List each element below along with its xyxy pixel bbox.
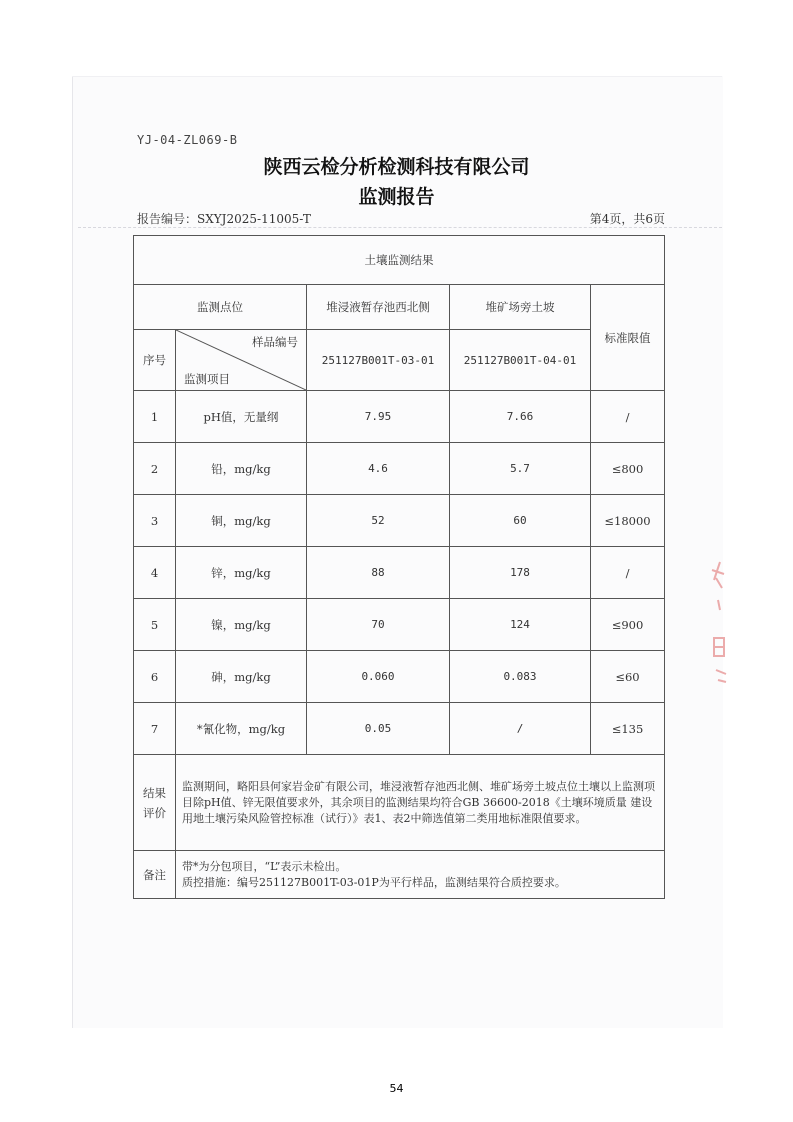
- table-row: [134, 547, 665, 599]
- row-value-site1: 0.060: [307, 651, 450, 703]
- row-value-site2: 7.66: [450, 391, 591, 443]
- row-value-site1: 4.6: [307, 443, 450, 495]
- row-item: 铅，mg/kg: [176, 443, 307, 495]
- row-item: pH值，无量纲: [176, 391, 307, 443]
- seal-stamp-graphic: [706, 558, 728, 688]
- row-item: 砷，mg/kg: [176, 651, 307, 703]
- row-value-site2: 5.7: [450, 443, 591, 495]
- sample-id-1: 251127B001T-03-01: [307, 330, 450, 391]
- seal-stamp-fragment: [706, 558, 728, 688]
- report-title: 监测报告: [358, 186, 435, 208]
- table-row: [134, 703, 665, 755]
- row-value-site2: 124: [450, 599, 591, 651]
- page-info: 第4页，共6页: [589, 212, 665, 226]
- col-header-point: 监测点位: [134, 285, 307, 330]
- row-value-site1: 70: [307, 599, 450, 651]
- row-value-site1: 52: [307, 495, 450, 547]
- row-limit: ≤60: [591, 651, 665, 703]
- table-row: [134, 443, 665, 495]
- table-row: [134, 391, 665, 443]
- header-divider: [78, 227, 722, 228]
- row-value-site2: 60: [450, 495, 591, 547]
- diagonal-header-cell: [176, 330, 307, 391]
- col-header-limit: 标准限值: [591, 285, 665, 391]
- scan-edge: [72, 76, 722, 77]
- row-seq: 3: [134, 495, 176, 547]
- document-code: YJ-04-ZL069-B: [137, 133, 238, 147]
- table-row: [134, 495, 665, 547]
- sample-id-2: 251127B001T-04-01: [450, 330, 591, 391]
- row-limit: ≤800: [591, 443, 665, 495]
- item-label: 监测项目: [184, 372, 230, 386]
- remark-label: 备注: [134, 851, 176, 899]
- report-number: 报告编号：SXYJ2025-11005-T: [137, 212, 311, 226]
- row-seq: 6: [134, 651, 176, 703]
- row-value-site2: 178: [450, 547, 591, 599]
- row-value-site1: 7.95: [307, 391, 450, 443]
- table-title: 土壤监测结果: [134, 236, 665, 285]
- row-limit: ≤900: [591, 599, 665, 651]
- row-value-site2: /: [450, 703, 591, 755]
- row-value-site1: 88: [307, 547, 450, 599]
- row-limit: ≤18000: [591, 495, 665, 547]
- remark-line-1: 带*为分包项目，“L”表示未检出。: [182, 859, 347, 873]
- row-item: *氰化物，mg/kg: [176, 703, 307, 755]
- conclusion-text: 监测期间，略阳县何家岩金矿有限公司，堆浸液暂存池西北侧、堆矿场旁土坡点位土壤以上监测项目除pH值、锌无限值要求外，其余项目的监测结果均符合GB 36600-2018《土壤环境质量 建设用地土壤污染风险管控标准（试行）》表1、表2中筛选值第二类用地标准限值要求。: [176, 755, 665, 851]
- page-number: 54: [389, 1082, 404, 1095]
- conclusion-label: 结果 评价: [134, 755, 176, 851]
- row-limit: /: [591, 547, 665, 599]
- row-value-site2: 0.083: [450, 651, 591, 703]
- row-item: 镍，mg/kg: [176, 599, 307, 651]
- col-header-site2: 堆矿场旁土坡: [450, 285, 591, 330]
- row-seq: 4: [134, 547, 176, 599]
- row-seq: 2: [134, 443, 176, 495]
- row-limit: /: [591, 391, 665, 443]
- soil-monitoring-table: [133, 235, 665, 899]
- remark-line-2: 质控措施：编号251127B001T-03-01P为平行样品，监测结果符合质控要求。: [182, 875, 566, 889]
- sample-no-label: 样品编号: [252, 335, 298, 349]
- row-seq: 1: [134, 391, 176, 443]
- row-seq: 5: [134, 599, 176, 651]
- row-seq: 7: [134, 703, 176, 755]
- col-header-site1: 堆浸液暂存池西北侧: [307, 285, 450, 330]
- row-value-site1: 0.05: [307, 703, 450, 755]
- row-item: 锌，mg/kg: [176, 547, 307, 599]
- col-header-seq: 序号: [134, 330, 176, 391]
- row-item: 铜，mg/kg: [176, 495, 307, 547]
- table-row: [134, 651, 665, 703]
- company-name: 陕西云检分析检测科技有限公司: [263, 156, 530, 178]
- remark-cell: [176, 851, 665, 899]
- table-row: [134, 599, 665, 651]
- row-limit: ≤135: [591, 703, 665, 755]
